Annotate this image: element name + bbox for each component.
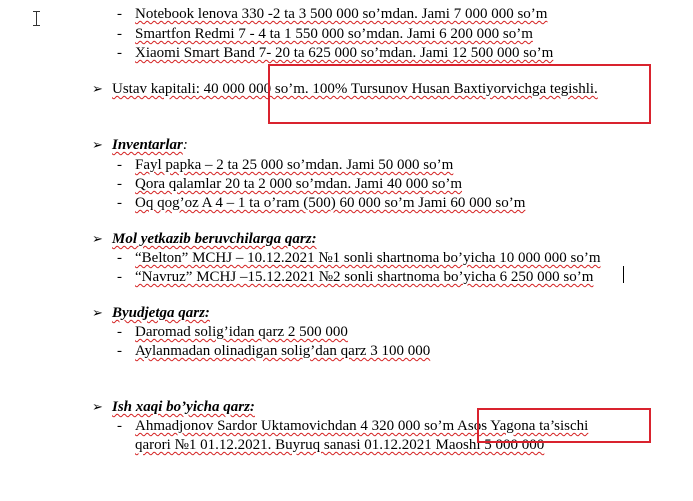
list-item: Fayl papka – 2 ta 25 000 so’mdan. Jami 50 000 so’m [135, 157, 454, 173]
list-item: Smartfon Redmi 7 - 4 ta 1 550 000 so’mdan. Jami 6 200 000 so’m [135, 26, 533, 42]
list-dash: - [117, 250, 122, 266]
list-dash: - [117, 26, 122, 42]
list-dash: - [117, 195, 122, 211]
text-caret [623, 266, 624, 283]
list-dash: - [117, 324, 122, 340]
arrow-bullet-icon: ➢ [92, 82, 103, 97]
highlight-box [268, 64, 651, 124]
arrow-bullet-icon: ➢ [92, 232, 103, 247]
list-item: Aylanmadan olinadigan solig’dan qarz 3 100 000 [135, 343, 431, 359]
inventar-colon: : [182, 137, 188, 153]
list-dash: - [117, 6, 122, 22]
ustav-text: : 40 000 000 so’m. 100% Tursunov Husan Baxtiyorvichga tegishli. [195, 81, 598, 97]
ish-line-1: Ahmadjonov Sardor Uktamovichdan 4 320 000 so’m Asos Yagona ta’sischi [135, 418, 589, 434]
list-dash: - [117, 176, 122, 192]
inventar-heading: Inventarlar [112, 137, 183, 153]
arrow-bullet-icon: ➢ [92, 400, 103, 415]
list-item: Notebook lenova 330 -2 ta 3 500 000 so’mdan. Jami 7 000 000 so’m [135, 6, 548, 22]
list-dash: - [117, 157, 122, 173]
list-dash: - [117, 418, 122, 434]
list-item: “Navruz” MCHJ –15.12.2021 №2 sonli shartnoma bo’yicha 6 250 000 so’m [135, 269, 594, 285]
list-dash: - [117, 269, 122, 285]
arrow-bullet-icon: ➢ [92, 138, 103, 153]
mol-heading: Mol yetkazib beruvchilarga qarz: [112, 231, 317, 247]
list-item: “Belton” MCHJ – 10.12.2021 №1 sonli shartnoma bo’yicha 10 000 000 so’m [135, 250, 601, 266]
text-cursor-icon [36, 11, 38, 26]
list-dash: - [117, 343, 122, 359]
ish-line-2: qarori №1 01.12.2021. Buyruq sanasi 01.12.2021 Maoshi 5 000 000 [135, 437, 545, 453]
list-item: Daromad solig’idan qarz 2 500 000 [135, 324, 348, 340]
byudjet-heading: Byudjetga qarz: [112, 305, 210, 321]
list-item: Xiaomi Smart Band 7- 20 ta 625 000 so’mdan. Jami 12 500 000 so’m [135, 45, 554, 61]
list-dash: - [117, 45, 122, 61]
list-item: Oq qog’oz A 4 – 1 ta o’ram (500) 60 000 so’m Jami 60 000 so’m [135, 195, 526, 211]
highlight-box [477, 408, 651, 443]
ish-heading: Ish xaqi bo’yicha qarz: [112, 399, 255, 415]
arrow-bullet-icon: ➢ [92, 306, 103, 321]
ustav-label: Ustav kapitali [112, 81, 196, 97]
list-item: Qora qalamlar 20 ta 2 000 so’mdan. Jami 40 000 so’m [135, 176, 463, 192]
inventar-heading-line [112, 136, 188, 154]
